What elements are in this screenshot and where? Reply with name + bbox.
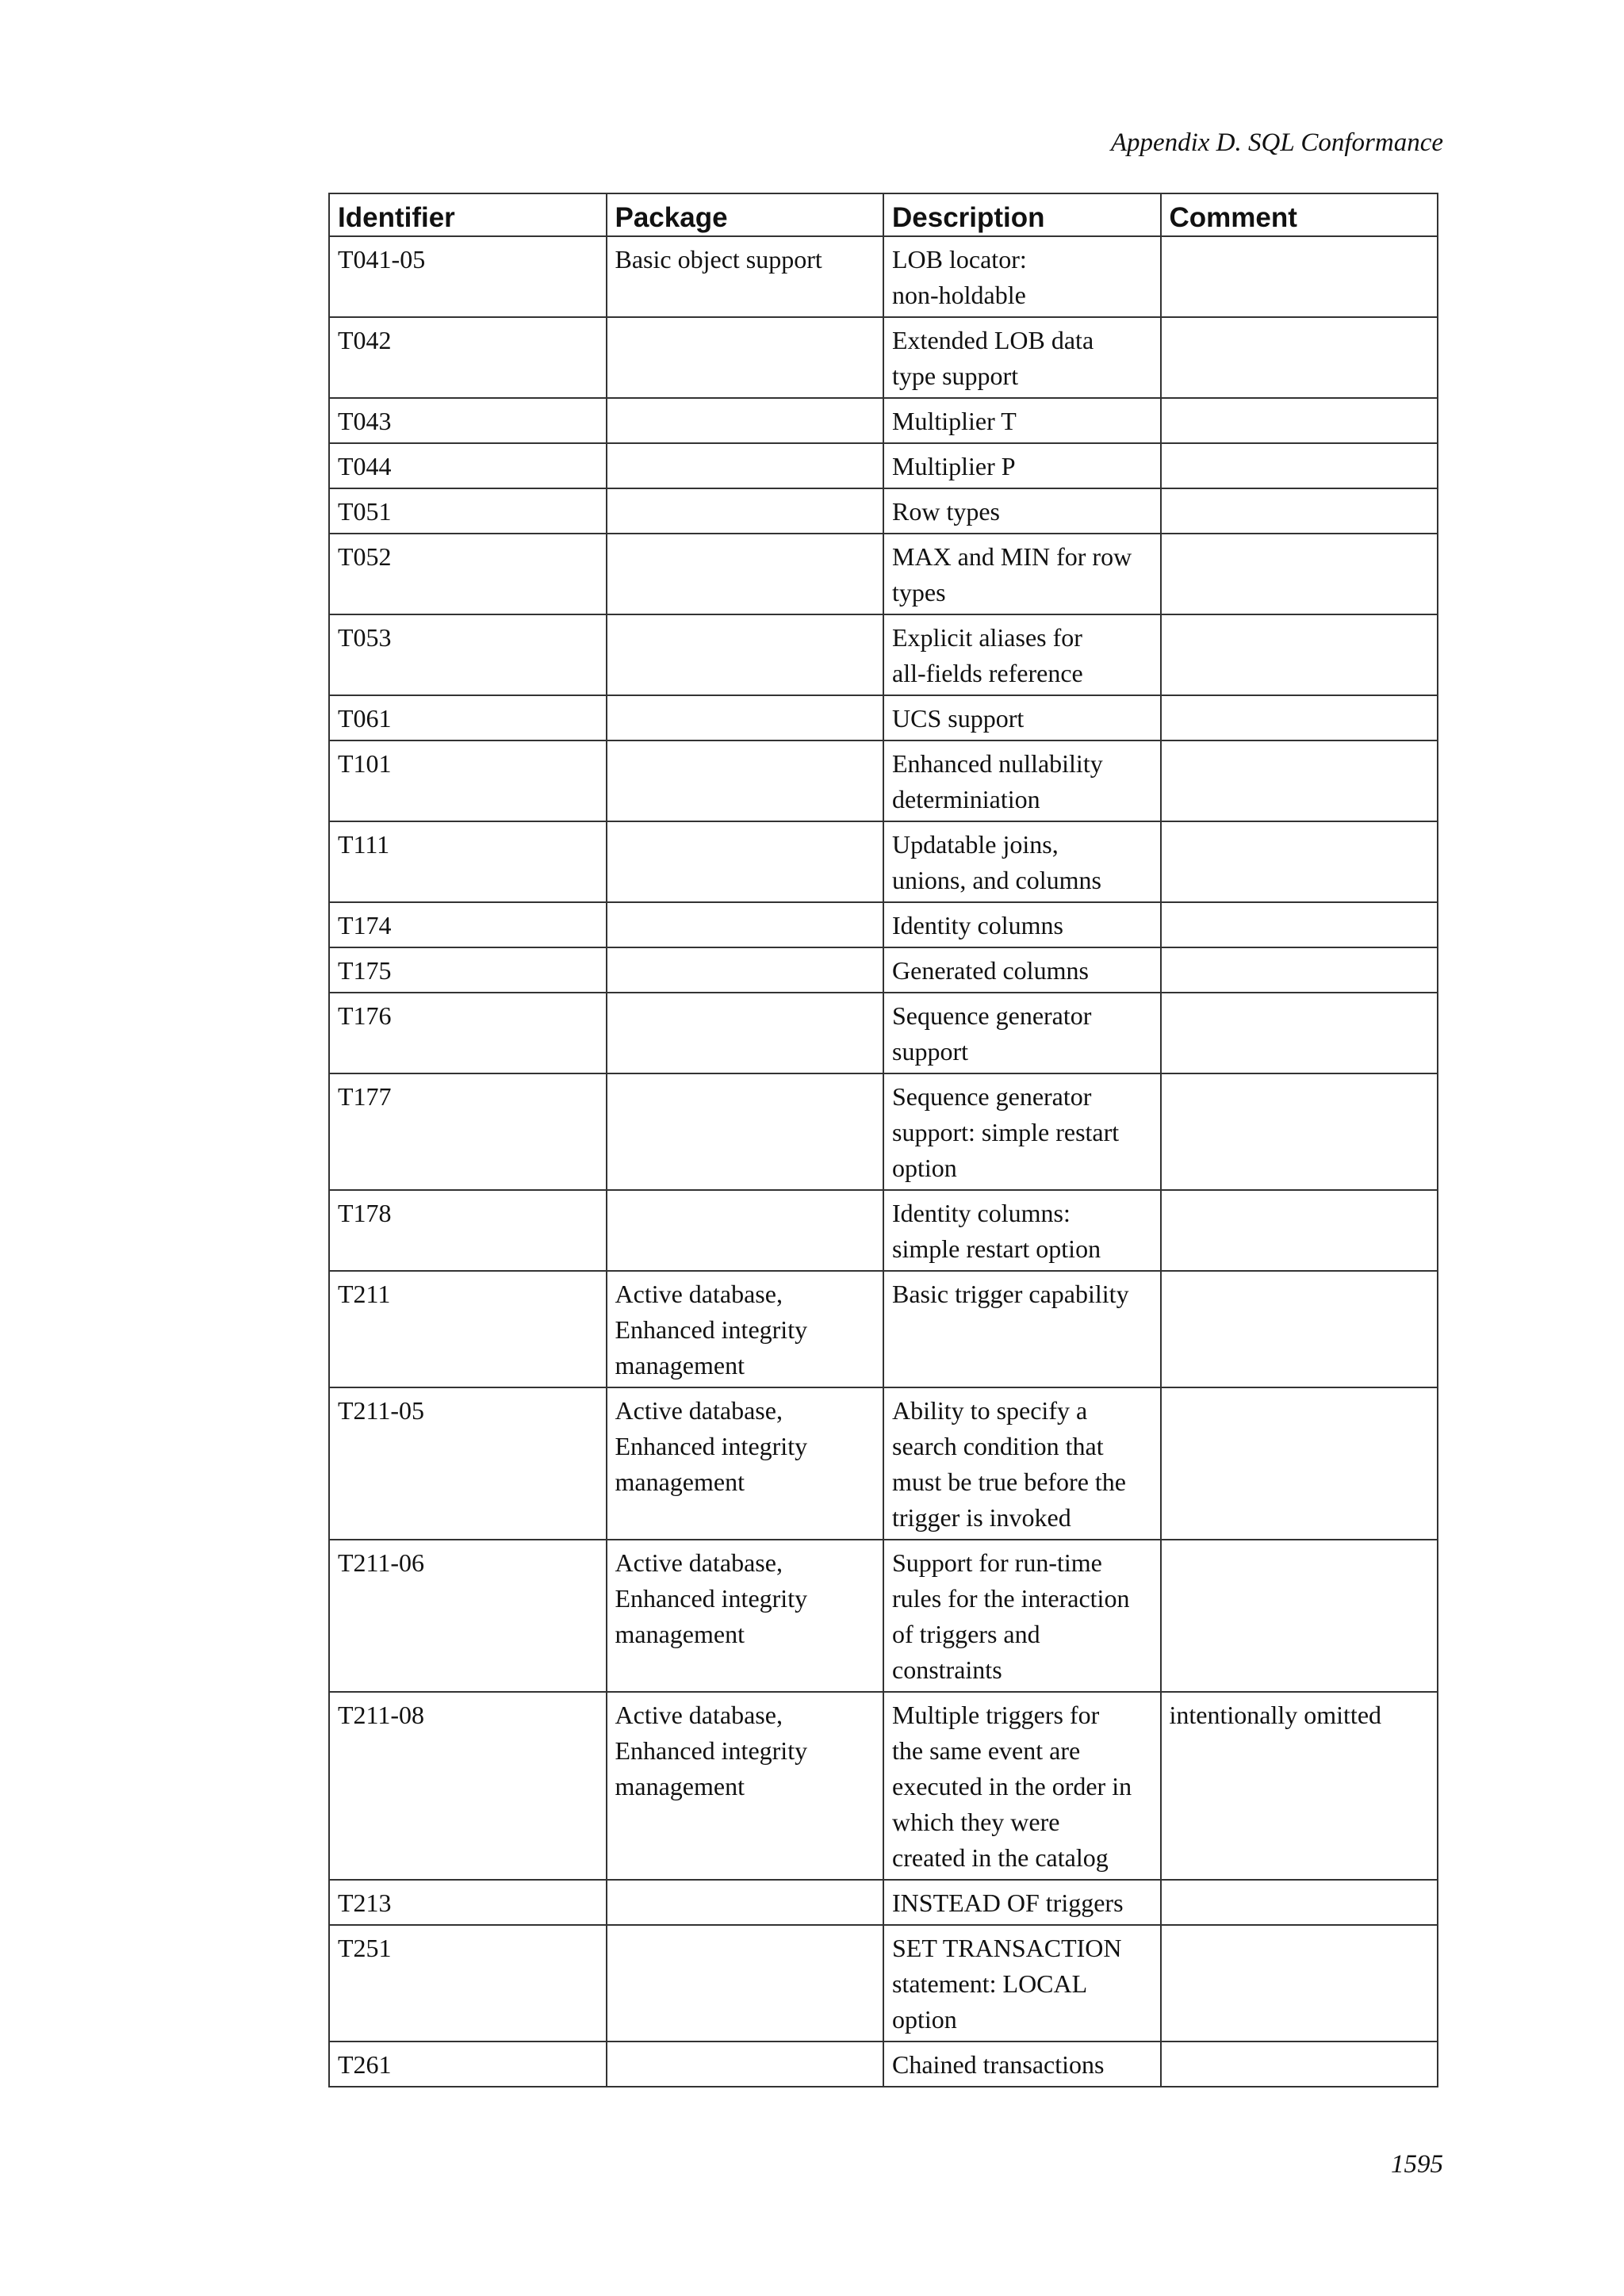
sql-conformance-table	[328, 193, 1438, 2087]
cell-package	[607, 1073, 884, 1190]
cell-description: Generated columns	[883, 947, 1161, 993]
table-row	[329, 1387, 1438, 1540]
cell-identifier: T174	[329, 902, 607, 947]
cell-comment	[1161, 695, 1438, 740]
cell-identifier: T043	[329, 398, 607, 443]
cell-comment	[1161, 821, 1438, 902]
cell-comment	[1161, 443, 1438, 488]
cell-comment	[1161, 993, 1438, 1073]
column-header-identifier: Identifier	[329, 193, 607, 236]
table-row	[329, 1880, 1438, 1925]
column-header-comment: Comment	[1161, 193, 1438, 236]
cell-description: Ability to specify a search condition that must be true before the trigger is invoked	[883, 1387, 1161, 1540]
cell-comment	[1161, 947, 1438, 993]
cell-package	[607, 695, 884, 740]
cell-description: Updatable joins, unions, and columns	[883, 821, 1161, 902]
cell-description: Identity columns: simple restart option	[883, 1190, 1161, 1271]
cell-description: INSTEAD OF triggers	[883, 1880, 1161, 1925]
cell-package: Active database, Enhanced integrity management	[607, 1387, 884, 1540]
cell-identifier: T061	[329, 695, 607, 740]
cell-package: Active database, Enhanced integrity management	[607, 1271, 884, 1387]
table-body	[329, 236, 1438, 2087]
table-row	[329, 740, 1438, 821]
cell-package	[607, 443, 884, 488]
cell-identifier: T053	[329, 614, 607, 695]
cell-package: Active database, Enhanced integrity management	[607, 1540, 884, 1692]
table-row	[329, 695, 1438, 740]
table-row	[329, 821, 1438, 902]
cell-description: Explicit aliases for all-fields reference	[883, 614, 1161, 695]
cell-identifier: T213	[329, 1880, 607, 1925]
table-header-row	[329, 193, 1438, 236]
cell-package	[607, 902, 884, 947]
table-row	[329, 1925, 1438, 2042]
cell-package	[607, 740, 884, 821]
cell-comment	[1161, 740, 1438, 821]
cell-identifier: T211-08	[329, 1692, 607, 1880]
cell-package	[607, 488, 884, 534]
cell-description: UCS support	[883, 695, 1161, 740]
cell-comment: intentionally omitted	[1161, 1692, 1438, 1880]
cell-package	[607, 398, 884, 443]
cell-identifier: T251	[329, 1925, 607, 2042]
cell-package	[607, 534, 884, 614]
running-header: Appendix D. SQL Conformance	[1110, 128, 1443, 157]
cell-package	[607, 947, 884, 993]
cell-identifier: T211-06	[329, 1540, 607, 1692]
column-header-package: Package	[607, 193, 884, 236]
cell-description: Sequence generator support	[883, 993, 1161, 1073]
cell-identifier: T211	[329, 1271, 607, 1387]
cell-comment	[1161, 1073, 1438, 1190]
table-row	[329, 534, 1438, 614]
cell-description: Sequence generator support: simple restart option	[883, 1073, 1161, 1190]
cell-identifier: T042	[329, 317, 607, 398]
cell-package	[607, 317, 884, 398]
cell-package	[607, 1925, 884, 2042]
cell-comment	[1161, 534, 1438, 614]
cell-comment	[1161, 1190, 1438, 1271]
table-row	[329, 488, 1438, 534]
cell-description: Basic trigger capability	[883, 1271, 1161, 1387]
cell-package: Basic object support	[607, 236, 884, 317]
cell-comment	[1161, 1271, 1438, 1387]
table-row	[329, 443, 1438, 488]
cell-comment	[1161, 1880, 1438, 1925]
cell-description: LOB locator: non-holdable	[883, 236, 1161, 317]
cell-description: Support for run-time rules for the interaction of triggers and constraints	[883, 1540, 1161, 1692]
cell-comment	[1161, 1925, 1438, 2042]
cell-description: Identity columns	[883, 902, 1161, 947]
table-row	[329, 1073, 1438, 1190]
cell-package	[607, 1190, 884, 1271]
cell-package	[607, 1880, 884, 1925]
table-row	[329, 993, 1438, 1073]
table-row	[329, 1692, 1438, 1880]
cell-description: SET TRANSACTION statement: LOCAL option	[883, 1925, 1161, 2042]
cell-comment	[1161, 614, 1438, 695]
cell-identifier: T176	[329, 993, 607, 1073]
cell-comment	[1161, 488, 1438, 534]
cell-comment	[1161, 2042, 1438, 2087]
cell-identifier: T178	[329, 1190, 607, 1271]
cell-comment	[1161, 398, 1438, 443]
cell-identifier: T051	[329, 488, 607, 534]
table-row	[329, 614, 1438, 695]
cell-identifier: T052	[329, 534, 607, 614]
table-row	[329, 1540, 1438, 1692]
cell-identifier: T044	[329, 443, 607, 488]
cell-identifier: T261	[329, 2042, 607, 2087]
cell-description: Multiple triggers for the same event are executed in the order in which they were created in the catalog	[883, 1692, 1161, 1880]
cell-identifier: T111	[329, 821, 607, 902]
cell-identifier: T175	[329, 947, 607, 993]
table-row	[329, 947, 1438, 993]
table-row	[329, 902, 1438, 947]
cell-package	[607, 993, 884, 1073]
table-row	[329, 398, 1438, 443]
cell-description: Chained transactions	[883, 2042, 1161, 2087]
cell-package	[607, 614, 884, 695]
cell-description: Enhanced nullability determiniation	[883, 740, 1161, 821]
table-row	[329, 1271, 1438, 1387]
cell-comment	[1161, 236, 1438, 317]
table-row	[329, 317, 1438, 398]
table-row	[329, 1190, 1438, 1271]
cell-identifier: T211-05	[329, 1387, 607, 1540]
cell-description: MAX and MIN for row types	[883, 534, 1161, 614]
cell-description: Extended LOB data type support	[883, 317, 1161, 398]
cell-description: Multiplier P	[883, 443, 1161, 488]
cell-description: Row types	[883, 488, 1161, 534]
page-number: 1595	[1391, 2150, 1443, 2179]
cell-identifier: T177	[329, 1073, 607, 1190]
cell-comment	[1161, 902, 1438, 947]
cell-comment	[1161, 317, 1438, 398]
cell-package	[607, 2042, 884, 2087]
cell-package	[607, 821, 884, 902]
cell-comment	[1161, 1387, 1438, 1540]
cell-identifier: T101	[329, 740, 607, 821]
cell-description: Multiplier T	[883, 398, 1161, 443]
column-header-description: Description	[883, 193, 1161, 236]
cell-comment	[1161, 1540, 1438, 1692]
cell-identifier: T041-05	[329, 236, 607, 317]
cell-package: Active database, Enhanced integrity management	[607, 1692, 884, 1880]
table-row	[329, 2042, 1438, 2087]
table-row	[329, 236, 1438, 317]
